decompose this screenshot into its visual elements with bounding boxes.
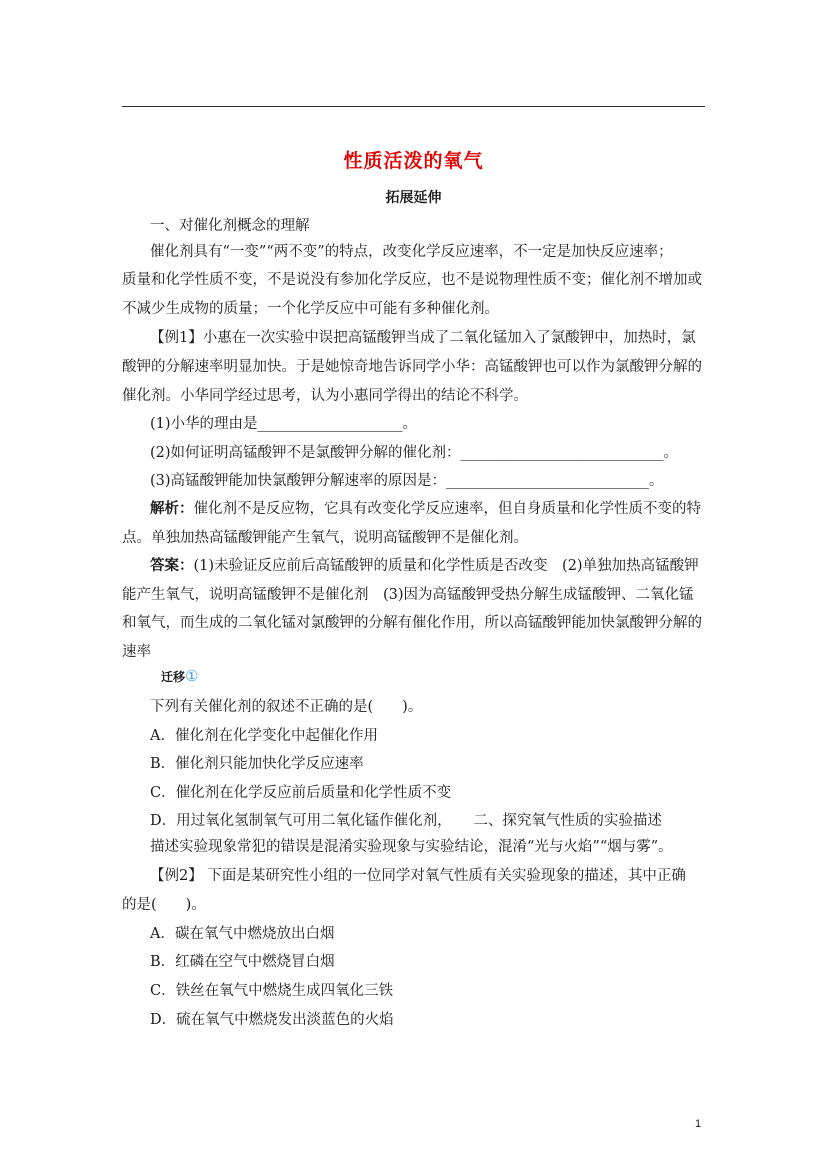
- page-number: 1: [695, 1118, 702, 1130]
- example2-line: 的是( )。: [122, 897, 206, 913]
- paragraph-line: 质量和化学性质不变，不是说没有参加化学反应，也不是说物理性质不变；催化剂不增加或: [122, 272, 702, 288]
- answer-text: (1)未验证反应前后高锰酸钾的质量和化学性质是否改变 (2)单独加热高锰酸钾: [193, 558, 699, 574]
- question-2: (2)如何证明高锰酸钾不是氯酸钾分解的催化剂：____________________________。: [150, 445, 679, 461]
- answer-line: [150, 554, 699, 575]
- analysis-text: 催化剂不是反应物，它具有改变化学反应速率，但自身质量和化学性质不变的特: [193, 501, 701, 517]
- example2-option: C．铁丝在氧气中燃烧生成四氧化三铁: [150, 983, 394, 999]
- answer-line: 速率: [122, 644, 151, 660]
- answer-label: 答案：: [150, 557, 194, 574]
- paragraph-line: 描述实验现象常犯的错误是混淆实验现象与实验结论，混淆“光与火焰”“烟与雾”。: [150, 839, 673, 855]
- answer-line: 和氧气，而生成的二氧化锰对氯酸钾的分解有催化作用，所以高锰酸钾能加快氯酸钾分解的: [122, 615, 702, 631]
- analysis-line: 点。单独加热高锰酸钾能产生氧气，说明高锰酸钾不是催化剂。: [122, 530, 528, 546]
- question-1: (1)小华的理由是____________________。: [150, 416, 418, 432]
- paragraph-line: 不减少生成物的质量；一个化学反应中可能有多种催化剂。: [122, 301, 499, 317]
- analysis-label: 解析：: [150, 500, 194, 517]
- transfer-label: 迁移: [161, 670, 186, 684]
- analysis-line: [150, 497, 701, 518]
- paragraph-line: 催化剂具有“一变”“两不变”的特点，改变化学反应速率，不一定是加快反应速率；: [150, 244, 673, 260]
- example2-option: B．红磷在空气中燃烧冒白烟: [150, 954, 335, 970]
- transfer-option: D．用过氧化氢制氧气可用二氧化锰作催化剂， 二、探究氧气性质的实验描述: [150, 813, 662, 829]
- transfer-number: ①: [185, 667, 199, 685]
- example2-option: A．碳在氧气中燃烧放出白烟: [150, 926, 335, 942]
- example1-line: 【例1】小惠在一次实验中误把高锰酸钾当成了二氧化锰加入了氯酸钾中，加热时，氯: [150, 330, 696, 346]
- transfer-question: 下列有关催化剂的叙述不正确的是( )。: [150, 699, 423, 715]
- transfer-heading: [161, 667, 198, 685]
- header-rule: [122, 106, 705, 107]
- example2-line: 【例2】 下面是某研究性小组的一位同学对氧气性质有关实验现象的描述，其中正确: [150, 868, 686, 884]
- section1-heading: 一、对催化剂概念的理解: [150, 218, 310, 234]
- answer-line: 能产生氧气，说明高锰酸钾不是催化剂 (3)因为高锰酸钾受热分解生成锰酸钾、二氧化锰: [122, 587, 694, 603]
- transfer-option: B．催化剂只能加快化学反应速率: [150, 756, 364, 772]
- example2-option: D．硫在氧气中燃烧发出淡蓝色的火焰: [150, 1012, 394, 1028]
- example1-line: 酸钾的分解速率明显加快。于是她惊奇地告诉同学小华：高锰酸钾也可以作为氯酸钾分解的: [122, 359, 702, 375]
- page-title: 性质活泼的氧气: [343, 150, 484, 172]
- example1-line: 催化剂。小华同学经过思考，认为小惠同学得出的结论不科学。: [122, 388, 528, 404]
- transfer-option: A．催化剂在化学变化中起催化作用: [150, 728, 378, 744]
- page-subtitle: 拓展延伸: [385, 190, 442, 206]
- transfer-option: C．催化剂在化学反应前后质量和化学性质不变: [150, 785, 452, 801]
- question-3: (3)高锰酸钾能加快氯酸钾分解速率的原因是：____________________________。: [150, 473, 664, 489]
